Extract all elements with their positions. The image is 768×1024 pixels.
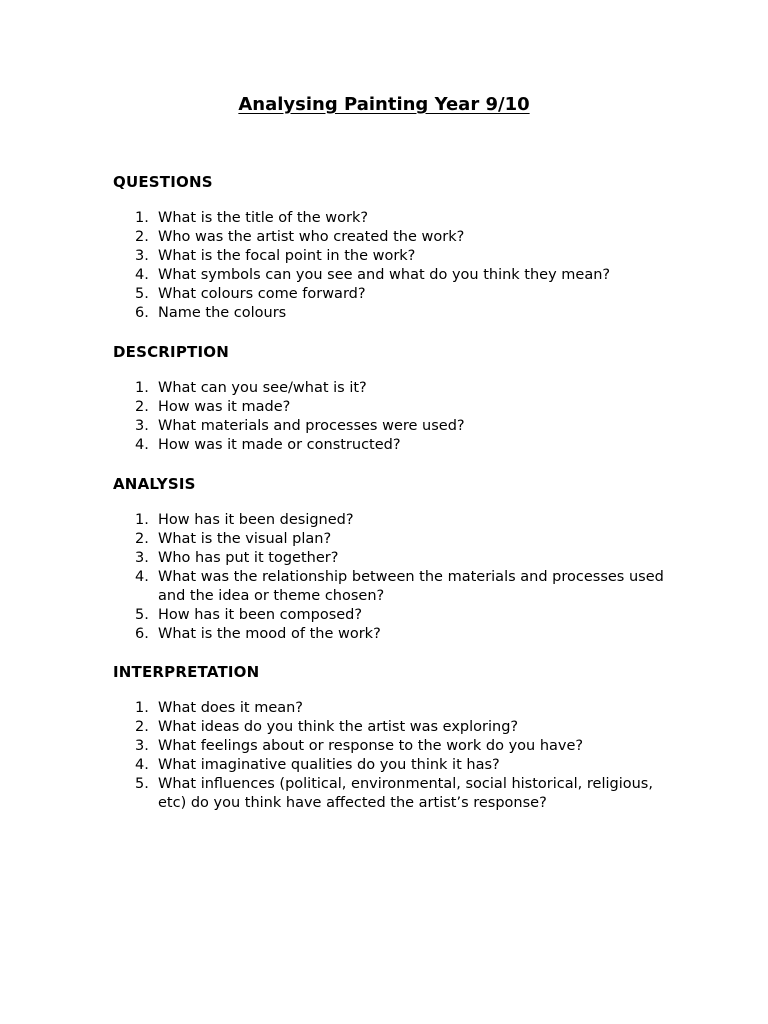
list-item xyxy=(113,606,673,625)
item-text: Who was the artist who created the work? xyxy=(158,229,465,245)
item-text: What is the focal point in the work? xyxy=(158,248,416,264)
item-text: What is the title of the work? xyxy=(158,210,369,226)
list-item xyxy=(113,775,673,813)
item-text: What is the visual plan? xyxy=(158,531,332,547)
item-number: 4. xyxy=(135,569,149,585)
page-title: Analysing Painting Year 9/10 xyxy=(238,94,530,115)
item-text: What influences (political, environmental, social historical, religious, etc) do you think have affected the artist’s response? xyxy=(158,776,653,811)
item-number: 2. xyxy=(135,531,149,547)
item-number: 1. xyxy=(135,210,149,226)
list-item xyxy=(113,699,673,718)
item-number: 2. xyxy=(135,229,149,245)
item-text: What feelings about or response to the work do you have? xyxy=(158,738,584,754)
list-item xyxy=(113,417,673,436)
item-text: Name the colours xyxy=(158,305,287,321)
item-number: 4. xyxy=(135,267,149,283)
list-item xyxy=(113,209,673,228)
item-text: What symbols can you see and what do you think they mean? xyxy=(158,267,611,283)
section-heading: DESCRIPTION xyxy=(113,343,229,361)
item-text: What can you see/what is it? xyxy=(158,380,367,396)
list-item xyxy=(113,718,673,737)
section-description xyxy=(113,342,673,455)
question-list xyxy=(113,209,673,323)
list-item xyxy=(113,625,673,644)
list-item xyxy=(113,568,673,606)
item-text: What imaginative qualities do you think it has? xyxy=(158,757,500,773)
item-number: 5. xyxy=(135,286,149,302)
item-text: Who has put it together? xyxy=(158,550,339,566)
interpretation-list xyxy=(113,699,673,813)
section-questions xyxy=(113,172,673,323)
item-number: 4. xyxy=(135,757,149,773)
list-item xyxy=(113,266,673,285)
item-text: How was it made? xyxy=(158,399,291,415)
list-item xyxy=(113,228,673,247)
section-interpretation xyxy=(113,662,673,813)
item-number: 4. xyxy=(135,437,149,453)
item-number: 6. xyxy=(135,305,149,321)
list-item xyxy=(113,398,673,417)
section-heading: QUESTIONS xyxy=(113,173,213,191)
item-text: How has it been designed? xyxy=(158,512,354,528)
item-number: 1. xyxy=(135,700,149,716)
item-number: 3. xyxy=(135,738,149,754)
section-heading: ANALYSIS xyxy=(113,475,196,493)
list-item xyxy=(113,436,673,455)
list-item xyxy=(113,285,673,304)
item-text: What ideas do you think the artist was exploring? xyxy=(158,719,519,735)
section-heading: INTERPRETATION xyxy=(113,663,260,681)
list-item xyxy=(113,379,673,398)
list-item xyxy=(113,549,673,568)
list-item xyxy=(113,511,673,530)
item-text: How was it made or constructed? xyxy=(158,437,401,453)
item-number: 3. xyxy=(135,550,149,566)
item-number: 5. xyxy=(135,776,149,792)
item-number: 2. xyxy=(135,399,149,415)
list-item xyxy=(113,304,673,323)
list-item xyxy=(113,737,673,756)
list-item xyxy=(113,247,673,266)
item-text: How has it been composed? xyxy=(158,607,363,623)
item-text: What colours come forward? xyxy=(158,286,366,302)
section-analysis xyxy=(113,474,673,644)
item-number: 2. xyxy=(135,719,149,735)
item-text: What is the mood of the work? xyxy=(158,626,381,642)
item-number: 5. xyxy=(135,607,149,623)
item-number: 3. xyxy=(135,248,149,264)
item-number: 6. xyxy=(135,626,149,642)
list-item xyxy=(113,530,673,549)
list-item xyxy=(113,756,673,775)
item-text: What was the relationship between the materials and processes used and the idea or theme chosen? xyxy=(158,569,664,604)
item-text: What does it mean? xyxy=(158,700,304,716)
analysis-list xyxy=(113,511,673,644)
description-list xyxy=(113,379,673,455)
item-number: 1. xyxy=(135,380,149,396)
item-number: 3. xyxy=(135,418,149,434)
item-number: 1. xyxy=(135,512,149,528)
item-text: What materials and processes were used? xyxy=(158,418,465,434)
